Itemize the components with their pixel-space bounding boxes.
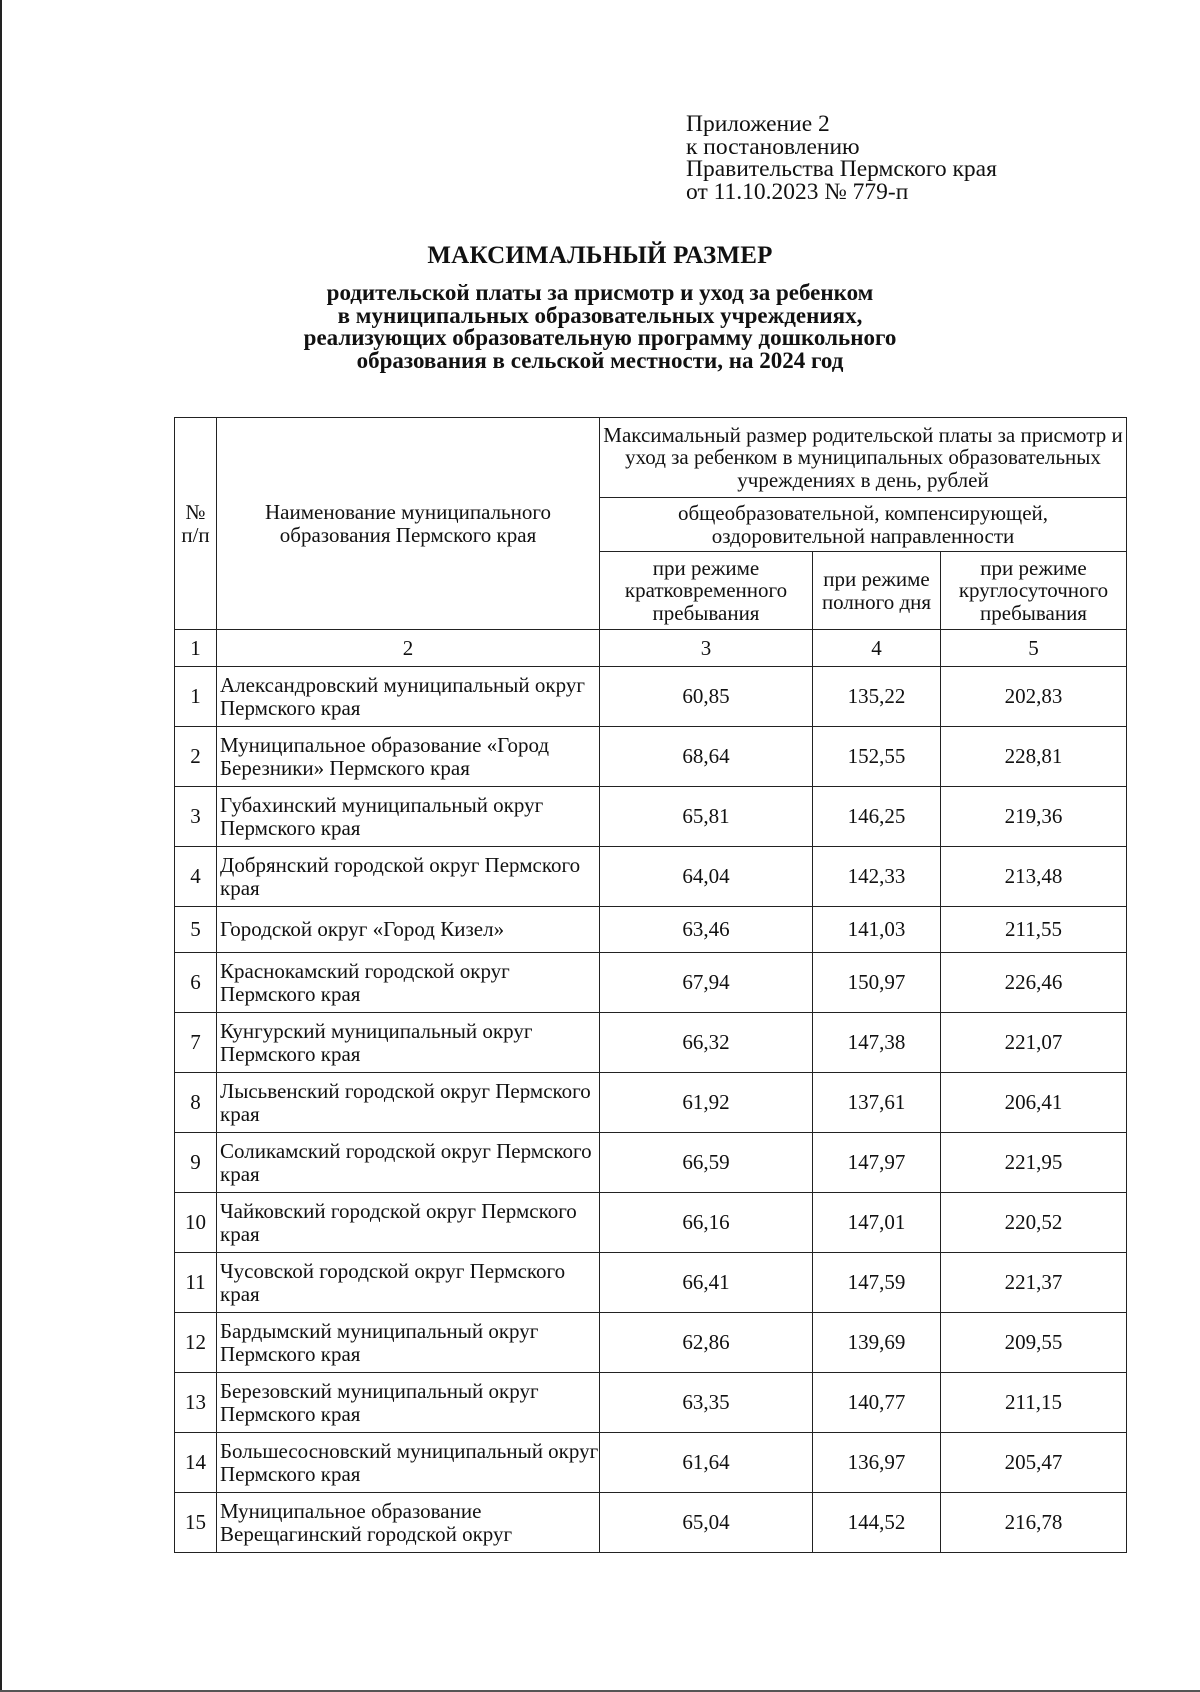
column-number: 3 [600,630,813,667]
full-day-fee: 150,97 [813,953,941,1013]
short-stay-fee: 63,46 [600,907,813,953]
full-day-fee: 135,22 [813,667,941,727]
column-number: 4 [813,630,941,667]
short-stay-fee: 64,04 [600,847,813,907]
table-row [175,1373,1127,1433]
full-day-fee: 139,69 [813,1313,941,1373]
short-stay-fee: 66,59 [600,1133,813,1193]
short-stay-fee: 60,85 [600,667,813,727]
document-subtitle [0,282,1200,372]
short-stay-fee: 63,35 [600,1373,813,1433]
table-row [175,1253,1127,1313]
full-day-fee: 144,52 [813,1493,941,1553]
round-clock-fee: 228,81 [941,727,1127,787]
round-clock-fee: 221,95 [941,1133,1127,1193]
round-clock-fee: 221,37 [941,1253,1127,1313]
round-clock-fee: 206,41 [941,1073,1127,1133]
full-day-fee: 137,61 [813,1073,941,1133]
full-day-fee: 147,01 [813,1193,941,1253]
row-number: 4 [175,847,217,907]
column-numbers-row [175,630,1127,667]
row-number: 10 [175,1193,217,1253]
row-number: 8 [175,1073,217,1133]
header-round-clock: при режиме круглосуточного пребывания [941,552,1127,630]
short-stay-fee: 65,81 [600,787,813,847]
municipality-name: Лысьвенский городской округ Пермского края [217,1073,600,1133]
municipality-name: Муниципальное образование «Город Березники» Пермского края [217,727,600,787]
row-number: 15 [175,1493,217,1553]
full-day-fee: 142,33 [813,847,941,907]
short-stay-fee: 61,64 [600,1433,813,1493]
municipality-name: Городской округ «Город Кизел» [217,907,600,953]
municipality-name: Александровский муниципальный округ Пермского края [217,667,600,727]
full-day-fee: 147,97 [813,1133,941,1193]
short-stay-fee: 61,92 [600,1073,813,1133]
row-number: 7 [175,1013,217,1073]
header-short-stay: при режиме кратковременного пребывания [600,552,813,630]
municipality-name: Большесосновский муниципальный округ Пермского края [217,1433,600,1493]
municipality-name: Соликамский городской округ Пермского края [217,1133,600,1193]
full-day-fee: 146,25 [813,787,941,847]
full-day-fee: 136,97 [813,1433,941,1493]
round-clock-fee: 202,83 [941,667,1127,727]
short-stay-fee: 62,86 [600,1313,813,1373]
annex-line: Приложение 2 [686,111,830,137]
municipality-name: Кунгурский муниципальный округ Пермского края [217,1013,600,1073]
full-day-fee: 152,55 [813,727,941,787]
table-row [175,667,1127,727]
header-subgroup: общеобразовательной, компенсирующей, оздоровительной направленности [600,498,1127,552]
municipality-name: Муниципальное образование Верещагинский городской округ [217,1493,600,1553]
annex-line: от 11.10.2023 № 779-п [686,178,909,205]
table-row [175,727,1127,787]
annex-line: к постановлению [686,133,860,160]
row-number: 2 [175,727,217,787]
annex-header [686,113,997,203]
table-row [175,1313,1127,1373]
row-number: 3 [175,787,217,847]
column-number: 5 [941,630,1127,667]
column-number: 2 [217,630,600,667]
row-number: 12 [175,1313,217,1373]
round-clock-fee: 205,47 [941,1433,1127,1493]
row-number: 1 [175,667,217,727]
row-number: 6 [175,953,217,1013]
row-number: 9 [175,1133,217,1193]
table-row [175,1013,1127,1073]
table-row [175,847,1127,907]
table-row [175,1193,1127,1253]
full-day-fee: 147,38 [813,1013,941,1073]
round-clock-fee: 211,55 [941,907,1127,953]
municipality-name: Губахинский муниципальный округ Пермского края [217,787,600,847]
row-number: 5 [175,907,217,953]
subtitle-line: образования в сельской местности, на 2024 год [356,347,844,373]
header-full-day: при режиме полного дня [813,552,941,630]
municipality-name: Березовский муниципальный округ Пермского края [217,1373,600,1433]
column-number: 1 [175,630,217,667]
table-row [175,907,1127,953]
row-number: 14 [175,1433,217,1493]
fees-table [174,417,1127,1553]
short-stay-fee: 65,04 [600,1493,813,1553]
short-stay-fee: 66,16 [600,1193,813,1253]
table-row [175,1433,1127,1493]
full-day-fee: 147,59 [813,1253,941,1313]
table-row [175,953,1127,1013]
round-clock-fee: 209,55 [941,1313,1127,1373]
short-stay-fee: 67,94 [600,953,813,1013]
subtitle-line: в муниципальных образовательных учреждениях, [337,302,863,328]
table-row [175,1133,1127,1193]
round-clock-fee: 221,07 [941,1013,1127,1073]
short-stay-fee: 66,32 [600,1013,813,1073]
full-day-fee: 140,77 [813,1373,941,1433]
full-day-fee: 141,03 [813,907,941,953]
header-group: Максимальный размер родительской платы за присмотр и уход за ребенком в муниципальных образовательных учреждениях в день, рублей [600,418,1127,498]
subtitle-line: родительской платы за присмотр и уход за ребенком [326,280,874,305]
round-clock-fee: 226,46 [941,953,1127,1013]
municipality-name: Краснокамский городской округ Пермского края [217,953,600,1013]
row-number: 11 [175,1253,217,1313]
municipality-name: Чайковский городской округ Пермского края [217,1193,600,1253]
row-number: 13 [175,1373,217,1433]
document-title: МАКСИМАЛЬНЫЙ РАЗМЕР [427,242,773,269]
municipality-name: Добрянский городской округ Пермского края [217,847,600,907]
table-row [175,1073,1127,1133]
annex-line: Правительства Пермского края [686,156,997,182]
round-clock-fee: 216,78 [941,1493,1127,1553]
table-row [175,787,1127,847]
municipality-name: Чусовской городской округ Пермского края [217,1253,600,1313]
short-stay-fee: 66,41 [600,1253,813,1313]
round-clock-fee: 213,48 [941,847,1127,907]
subtitle-line: реализующих образовательную программу дошкольного [303,325,897,350]
round-clock-fee: 219,36 [941,787,1127,847]
table-row [175,1493,1127,1553]
header-name: Наименование муниципального образования Пермского края [217,418,600,630]
round-clock-fee: 211,15 [941,1373,1127,1433]
municipality-name: Бардымский муниципальный округ Пермского края [217,1313,600,1373]
header-no: № п/п [175,418,217,630]
short-stay-fee: 68,64 [600,727,813,787]
round-clock-fee: 220,52 [941,1193,1127,1253]
